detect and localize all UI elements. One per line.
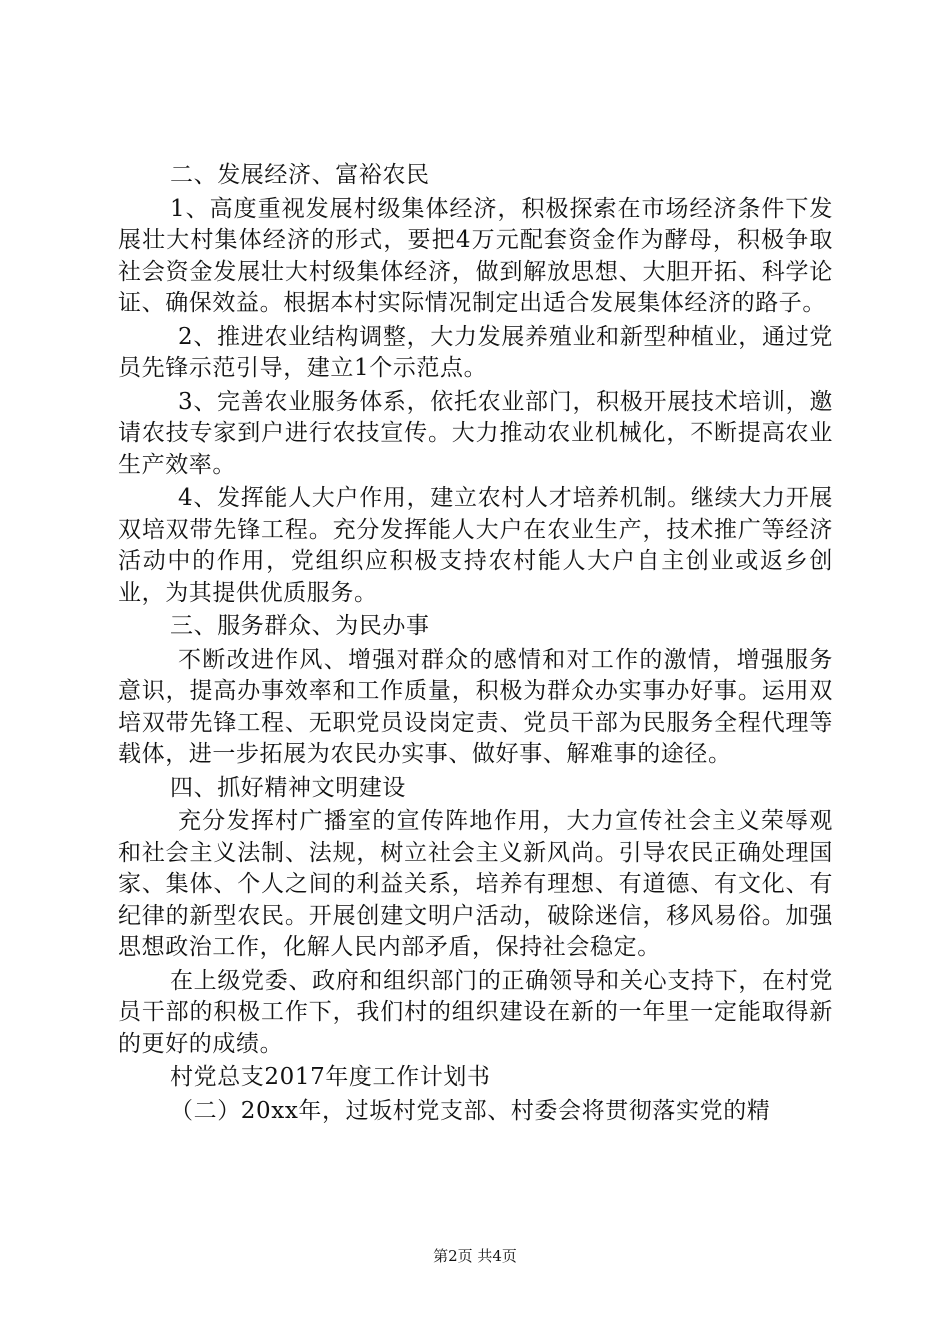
section-heading-civilization: 四、抓好精神文明建设 xyxy=(170,774,406,801)
page-number-footer: 第2页 共4页 xyxy=(433,1247,517,1265)
paragraph-item-1: 1、高度重视发展村级集体经济，积极探索在市场经济条件下发展壮大村集体经济的形式，要把4万元配套资金作为酵母，积极争取社会资金发展壮大村级集体经济，做到解放思想、大胆开拓、科学论证、确保效益。根据本村实际情况制定出适合发展集体经济的路子。 xyxy=(118,195,833,316)
paragraph-civilization: 充分发挥村广播室的宣传阵地作用，大力宣传社会主义荣辱观和社会主义法制、法规，树立社会主义新风尚。引导农民正确处理国家、集体、个人之间的利益关系，培养有理想、有道德、有文化、有纪律的新型农民。开展创建文明户活动，破除迷信，移风易俗。加强思想政治工作，化解人民内部矛盾，保持社会稳定。 xyxy=(118,808,833,960)
next-document-title: 村党总支2017年度工作计划书 xyxy=(170,1064,491,1090)
section-heading-service: 三、服务群众、为民办事 xyxy=(170,613,430,639)
paragraph-item-3: 3、完善农业服务体系，依托农业部门，积极开展技术培训，邀请农技专家到户进行农技宣传。大力推动农业机械化，不断提高农业生产效率。 xyxy=(118,388,833,478)
section-heading-economy: 二、发展经济、富裕农民 xyxy=(170,162,430,188)
paragraph-closing: 在上级党委、政府和组织部门的正确领导和关心支持下，在村党员干部的积极工作下，我们村的组织建设在新的一年里一定能取得新的更好的成绩。 xyxy=(118,967,833,1057)
paragraph-item-2: 2、推进农业结构调整，大力发展养殖业和新型种植业，通过党员先锋示范引导，建立1个示范点。 xyxy=(118,323,833,381)
next-document-item: （二）20xx年，过坂村党支部、村委会将贯彻落实党的精 xyxy=(170,1097,771,1124)
paragraph-service: 不断改进作风、增强对群众的感情和对工作的激情，增强服务意识，提高办事效率和工作质量，积极为群众办实事办好事。运用双培双带先锋工程、无职党员设岗定责、党员干部为民服务全程代理等载体，进一步拓展为农民办实事、做好事、解难事的途径。 xyxy=(118,646,833,767)
document-body xyxy=(118,160,833,1129)
paragraph-item-4: 4、发挥能人大户作用，建立农村人才培养机制。继续大力开展双培双带先锋工程。充分发挥能人大户在农业生产，技术推广等经济活动中的作用，党组织应积极支持农村能人大户自主创业或返乡创业，为其提供优质服务。 xyxy=(118,485,833,606)
